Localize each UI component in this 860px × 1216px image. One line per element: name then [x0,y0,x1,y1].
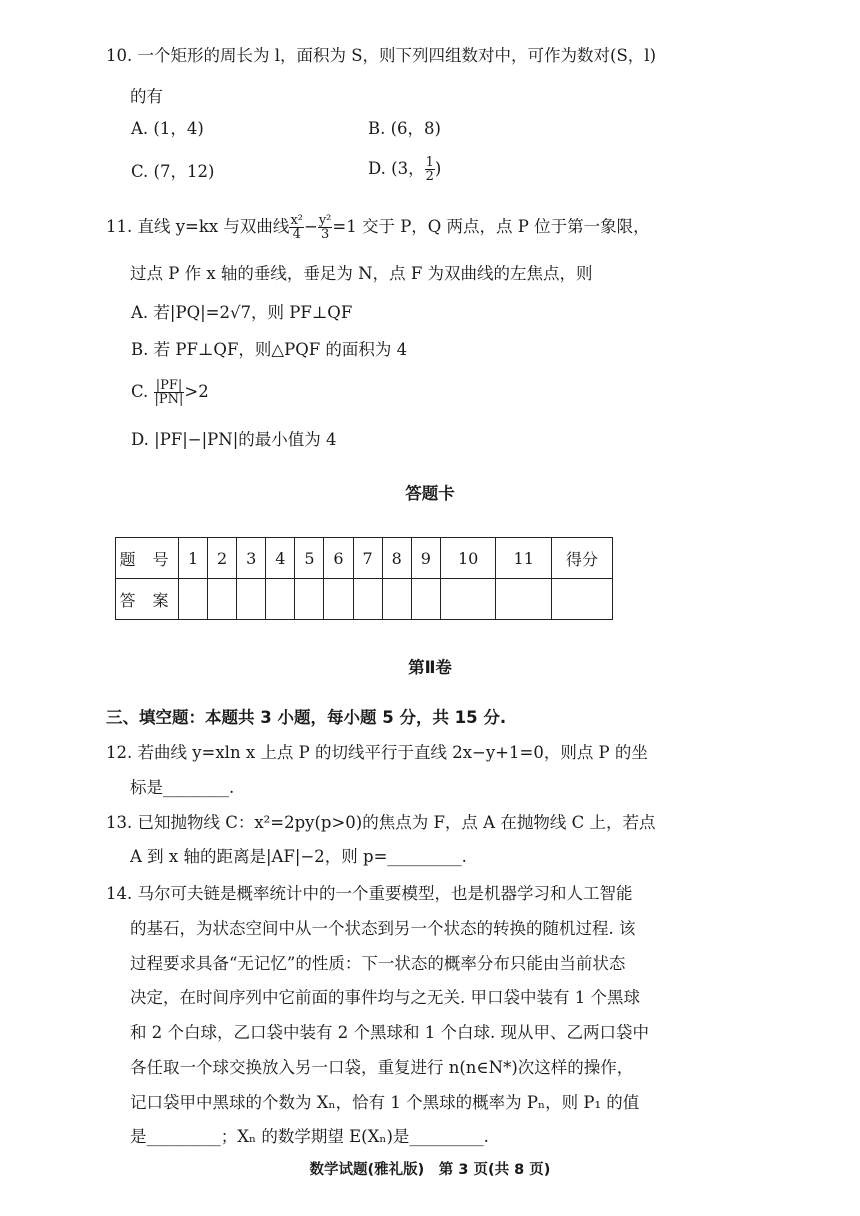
question-number-cell: 11 [496,538,552,579]
answer-cell [440,579,496,620]
q11-line2: 过点 P 作 x 轴的垂线，垂足为 N，点 F 为双曲线的左焦点，则 [130,264,593,283]
table-row [116,579,613,620]
question-number-cell: 2 [208,538,237,579]
q10-line1: 10. 一个矩形的周长为 l，面积为 S，则下列四组数对中，可作为数对(S，l) [106,46,657,65]
page-footer: 数学试题(雅礼版) 第 3 页(共 8 页) [309,1162,551,1178]
section-3-header: 三、填空题：本题共 3 小题，每小题 5 分，共 15 分. [106,708,507,727]
answer-card-title: 答题卡 [405,484,455,503]
q14-line5: 和 2 个白球，乙口袋中装有 2 个黑球和 1 个白球. 现从甲、乙两口袋中 [130,1023,649,1042]
fraction-y2-over-3: $\frac{\text{y²}}{3}$ [318,213,332,242]
q14-line6: 各任取一个球交换放入另一口袋，重复进行 n(n∈N*)次这样的操作， [130,1058,634,1077]
q10-line2: 的有 [130,87,163,106]
section-2-title: 第Ⅱ卷 [408,658,452,677]
q10-option-d: D. (3， $\frac{1}{2}$ ) [368,155,442,184]
answer-cell [324,579,353,620]
table-row [116,538,613,579]
question-number-cell: 9 [411,538,440,579]
row-label-number: 题 号 [116,538,179,579]
score-label-cell: 得分 [552,538,613,579]
q14-line2: 的基石，为状态空间中从一个状态到另一个状态的转换的随机过程. 该 [130,919,636,938]
question-number-cell: 7 [353,538,382,579]
q11-option-c: C. $\frac{|PF|}{|PN|}$ >2 [131,378,209,407]
question-number-cell: 1 [179,538,208,579]
q13-line2: A 到 x 轴的距离是|AF|−2，则 p=_________. [130,847,467,866]
answer-cell [266,579,295,620]
row-label-answer: 答 案 [116,579,179,620]
q11-option-a: A. 若|PQ|=2√7，则 PF⊥QF [131,303,353,322]
question-number-cell: 8 [382,538,411,579]
answer-cell [496,579,552,620]
q14-line3: 过程要求具备“无记忆”的性质：下一状态的概率分布只能由当前状态 [130,954,626,973]
q14-line8: 是_________；Xₙ 的数学期望 E(Xₙ)是_________. [130,1127,489,1146]
q12-line1: 12. 若曲线 y=xln x 上点 P 的切线平行于直线 2x−y+1=0，则点 P 的坐 [106,743,648,762]
question-number-cell: 5 [295,538,324,579]
q14-line7: 记口袋甲中黑球的个数为 Xₙ，恰有 1 个黑球的概率为 Pₙ，则 P₁ 的值 [130,1093,640,1112]
q13-line1: 13. 已知抛物线 C：x²=2py(p>0)的焦点为 F，点 A 在抛物线 C 上，若点 [106,813,656,832]
q14-line1: 14. 马尔可夫链是概率统计中的一个重要模型，也是机器学习和人工智能 [106,884,633,903]
fraction-x2-over-4: $\frac{\text{x²}}{4}$ [290,213,303,242]
answer-cell [237,579,266,620]
q11-line1: 11. 直线 y=kx 与双曲线 $\frac{\text{x²}}{4}$ − $\frac{\text{y²}}{3}$ =1 交于 P，Q 两点，点 P 位于第一象限， [106,213,650,242]
q10-option-a: A. (1，4) [131,119,204,138]
answer-cell [411,579,440,620]
question-number-cell: 4 [266,538,295,579]
question-number-cell: 3 [237,538,266,579]
q10-option-c: C. (7，12) [131,162,215,181]
q11-option-b: B. 若 PF⊥QF，则△PQF 的面积为 4 [131,340,408,359]
answer-cell [208,579,237,620]
fraction-half: $\frac{1}{2}$ [425,155,434,184]
q12-line2: 标是________. [130,778,235,797]
answer-cell [382,579,411,620]
q14-line4: 决定，在时间序列中它前面的事件均与之无关. 甲口袋中装有 1 个黑球 [130,988,640,1007]
fraction-pf-over-pn: $\frac{|PF|}{|PN|}$ [154,378,184,407]
question-number-cell: 10 [440,538,496,579]
score-cell [552,579,613,620]
question-number-cell: 6 [324,538,353,579]
answer-cell [353,579,382,620]
q10-option-b: B. (6，8) [368,119,441,138]
q11-option-d: D. |PF|−|PN|的最小值为 4 [131,430,337,449]
answer-cell [179,579,208,620]
answer-cell [295,579,324,620]
answer-card-table [115,537,613,620]
